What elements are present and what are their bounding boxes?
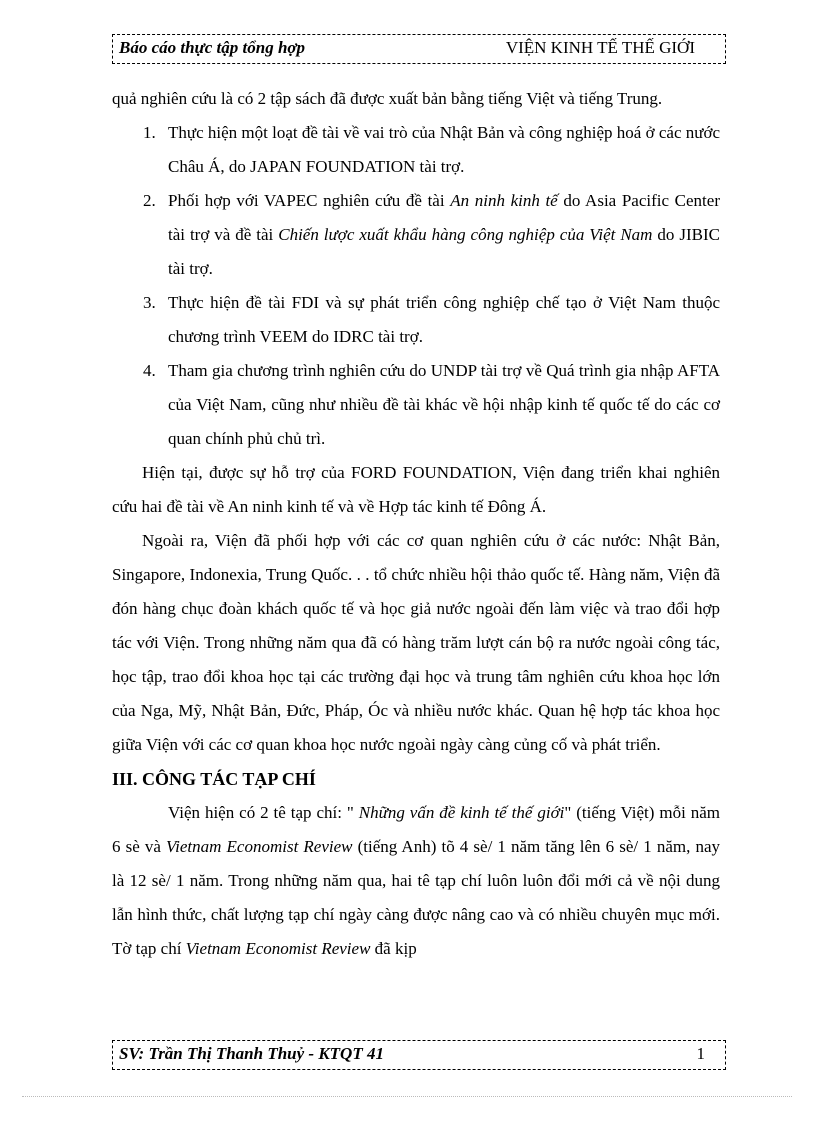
page-number: 1: [696, 1044, 705, 1063]
header-institute: VIỆN KINH TẾ THẾ GIỚI: [505, 38, 695, 57]
project-list: [112, 116, 720, 456]
list-number: 3.: [143, 293, 156, 312]
footer-author: SV: Trần Thị Thanh Thuỷ - KTQT 41: [119, 1044, 384, 1063]
journal-title: Vietnam Economist Review: [185, 939, 371, 958]
section-heading: III. CÔNG TÁC TẠP CHÍ: [112, 769, 316, 789]
page-edge-divider: [22, 1096, 792, 1097]
list-item-text: Thực hiện đề tài FDI và sự phát triển công nghiệp chế tạo ở Việt Nam thuộc chương trình VEEM do IDRC tài trợ.: [168, 293, 720, 346]
journal-title: Những vấn đề kinh tế thế giới: [353, 803, 565, 822]
page-footer: [112, 1040, 726, 1070]
list-item-italic-title: Chiến lược xuất khẩu hàng công nghiệp của Việt Nam: [278, 225, 653, 244]
list-item: [112, 286, 720, 354]
list-number: 4.: [143, 361, 156, 380]
paragraph-journal: [112, 796, 720, 966]
journal-text-part: " (tiếng Việt) mỗi năm 6 sè và: [112, 803, 721, 856]
header-report-title: Báo cáo thực tập tổng hợp: [119, 38, 306, 57]
page-header: [112, 34, 726, 64]
list-item: [112, 354, 720, 456]
list-item-text-part: do JIBIC tài trợ.: [168, 225, 720, 278]
journal-text-part: Viện hiện có 2 tê tạp chí: ": [168, 803, 354, 822]
paragraph-ford: Hiện tại, được sự hỗ trợ của FORD FOUNDATION, Viện đang triển khai nghiên cứu hai đề tài về An ninh kinh tế và về Hợp tác kinh tế Đông Á.: [112, 463, 720, 516]
paragraph-cooperation: Ngoài ra, Viện đã phối hợp với các cơ quan nghiên cứu ở các nước: Nhật Bản, Singapore, Indonexia, Trung Quốc. . . tổ chức nhiều hội thảo quốc tế. Hàng năm, Viện đã đón hàng chục đoàn khách quốc tế và học giả nước ngoài đến làm việc và trao đổi hợp tác với Viện. Trong những năm qua đã có hàng trăm lượt cán bộ ra nước ngoài công tác, học tập, trao đổi khoa học tại các trường đại học và trung tâm nghiên cứu khoa học lớn của Nga, Mỹ, Nhật Bản, Đức, Pháp, Óc và nhiều nước khác. Quan hệ hợp tác khoa học giữa Viện với các cơ quan khoa học nước ngoài ngày càng củng cố và phát triển.: [112, 531, 720, 754]
journal-title: Vietnam Economist Review: [166, 837, 353, 856]
list-item-text-part: Phối hợp với VAPEC nghiên cứu đề tài: [168, 191, 451, 210]
document-body: [112, 82, 720, 966]
journal-text-part: đã kịp: [370, 939, 417, 958]
list-item-text: Thực hiện một loạt đề tài về vai trò của Nhật Bản và công nghiệp hoá ở các nước Châu Á, do JAPAN FOUNDATION tài trợ.: [168, 123, 720, 176]
list-item-italic-title: An ninh kinh tế: [450, 191, 558, 210]
list-item-text-part: do Asia Pacific Center tài trợ và đề tài: [168, 191, 720, 244]
list-item: [112, 116, 720, 184]
list-item: [112, 184, 720, 286]
list-item-text: Tham gia chương trình nghiên cứu do UNDP tài trợ về Quá trình gia nhập AFTA của Việt Nam, cũng như nhiều đề tài khác về hội nhập kinh tế quốc tế do các cơ quan chính phủ chủ trì.: [168, 361, 720, 448]
intro-paragraph: quả nghiên cứu là có 2 tập sách đã được xuất bản bằng tiếng Việt và tiếng Trung.: [112, 89, 663, 108]
list-number: 2.: [143, 191, 156, 210]
journal-text-part: (tiếng Anh) tõ 4 sè/ 1 năm tăng lên 6 sè/ 1 năm, nay là 12 sè/ 1 năm. Trong những năm qua, hai tê tạp chí luôn luôn đổi mới cả về nội dung lẫn hình thức, chất lượng tạp chí ngày càng được nâng cao và có nhiều chuyên mục mới. Tờ tạp chí: [112, 837, 720, 958]
list-number: 1.: [143, 123, 156, 142]
